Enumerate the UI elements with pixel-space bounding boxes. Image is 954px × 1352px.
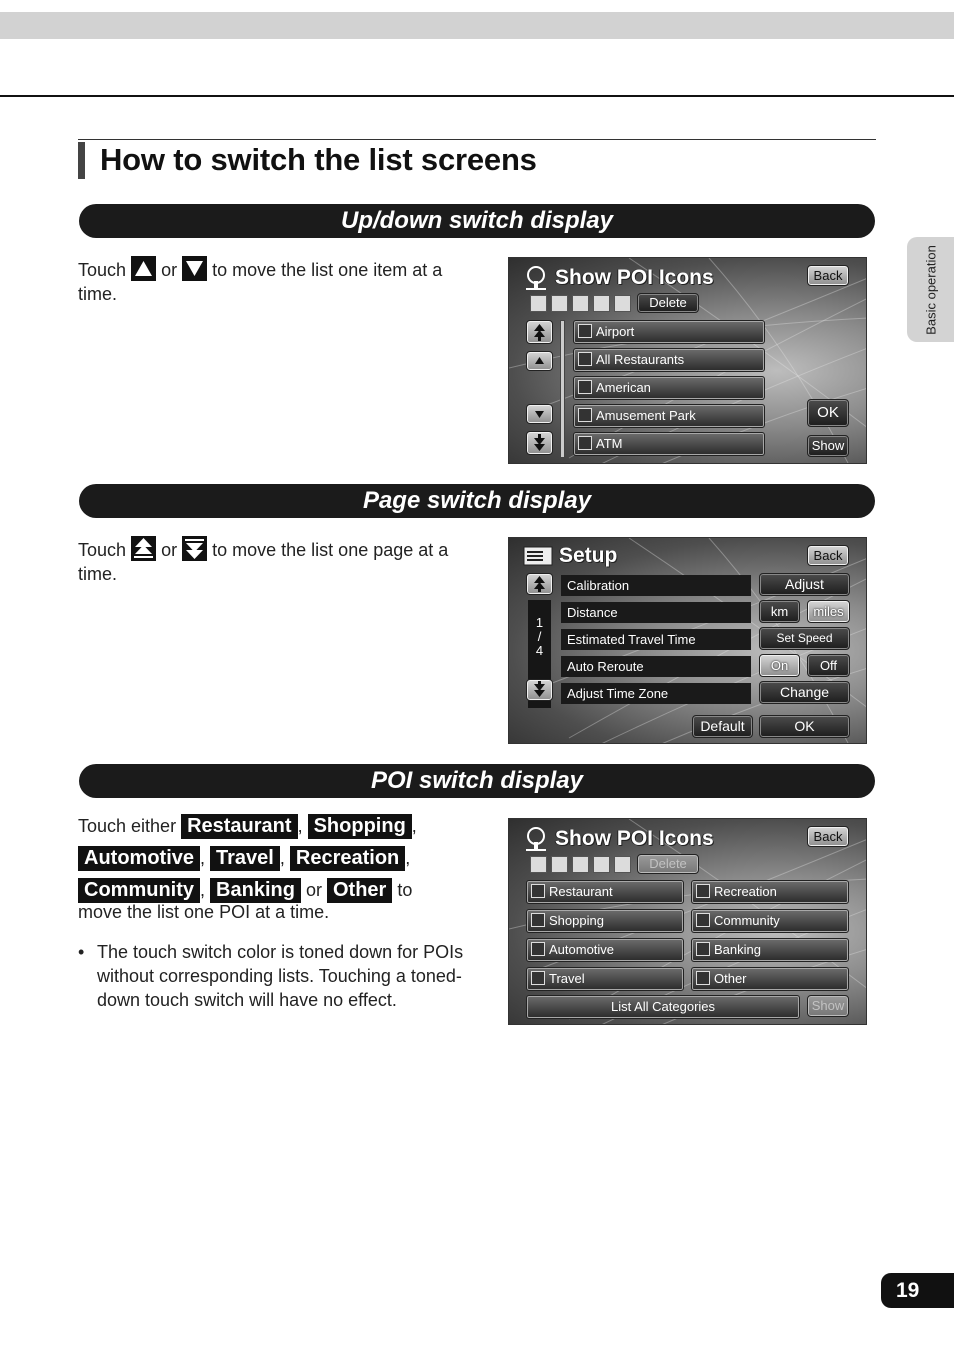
arrow-up-icon: [527, 352, 552, 370]
list-item-label: All Restaurants: [596, 352, 685, 367]
page-instructions: [78, 536, 478, 586]
setting-time-zone-label: Adjust Time Zone: [561, 683, 751, 704]
list-item-amusement-park[interactable]: [573, 404, 765, 428]
page-number: 19: [881, 1273, 954, 1308]
miles-button[interactable]: miles: [807, 600, 850, 623]
set-speed-button[interactable]: Set Speed: [759, 627, 850, 650]
atm-icon: [578, 436, 592, 450]
restaurant-icon: [531, 884, 545, 898]
poi-text-pre: Touch either: [78, 816, 177, 836]
category-label: Community: [714, 913, 780, 928]
page-up-icon: [527, 574, 552, 594]
page-down-icon: [182, 536, 207, 561]
page-down-button[interactable]: [526, 431, 553, 455]
category-community[interactable]: [691, 909, 849, 933]
page-down-button[interactable]: [526, 679, 553, 701]
comma: ,: [297, 816, 303, 836]
show-button[interactable]: Show: [807, 995, 849, 1017]
category-label: Recreation: [714, 884, 777, 899]
comma: ,: [200, 880, 206, 900]
delete-button[interactable]: Delete: [637, 854, 699, 874]
amusement-park-icon: [578, 408, 592, 422]
input-square: [572, 295, 589, 312]
setting-calibration-label: Calibration: [561, 575, 751, 596]
page-indicator-slash: /: [537, 629, 542, 644]
note-text: The touch switch color is toned down for POIs without corresponding lists. Touching a toned-down touch switch will have no effect.: [97, 942, 464, 1010]
category-shopping[interactable]: [526, 909, 684, 933]
input-square: [572, 856, 589, 873]
category-automotive[interactable]: [526, 938, 684, 962]
adjust-button[interactable]: Adjust: [759, 573, 850, 596]
screen1-title-text: Show POI Icons: [555, 266, 714, 289]
updown-text-post: to move the list one item at a time.: [78, 260, 443, 304]
change-button[interactable]: Change: [759, 681, 850, 704]
scrollbar[interactable]: [560, 320, 565, 458]
page-text-post: to move the list one page at a time.: [78, 540, 449, 584]
community-icon: [696, 913, 710, 927]
off-button[interactable]: Off: [807, 654, 850, 677]
screen3-title-text: Show POI Icons: [555, 827, 714, 850]
poi-text-or: or: [305, 880, 322, 900]
updown-text-pre: Touch: [78, 260, 127, 280]
input-square: [551, 295, 568, 312]
input-square: [614, 856, 631, 873]
list-item-label: ATM: [596, 436, 623, 451]
page-text-or: or: [161, 540, 178, 560]
ok-button[interactable]: OK: [807, 399, 849, 427]
on-button[interactable]: On: [759, 654, 800, 677]
category-travel[interactable]: [526, 967, 684, 991]
restaurant-chip: Restaurant: [181, 814, 297, 839]
side-tab: [907, 237, 954, 342]
page-title-text: How to switch the list screens: [100, 142, 537, 177]
page-down-icon: [527, 680, 552, 700]
ok-button[interactable]: OK: [759, 715, 850, 738]
screen-show-poi-icons-list: [508, 257, 867, 464]
scroll-up-button[interactable]: [526, 351, 553, 371]
updown-text-or: or: [161, 260, 178, 280]
page-up-icon: [527, 321, 552, 343]
airport-icon: [578, 324, 592, 338]
category-restaurant[interactable]: [526, 880, 684, 904]
title-bar-marker: [78, 142, 85, 179]
bank-icon: [696, 942, 710, 956]
screen-show-poi-icons-categories: [508, 818, 867, 1025]
triangle-up-icon: [131, 256, 156, 281]
updown-instructions: [78, 256, 478, 306]
screen-setup: [508, 537, 867, 744]
category-other[interactable]: [691, 967, 849, 991]
list-item-airport[interactable]: [573, 320, 765, 344]
list-item-atm[interactable]: [573, 432, 765, 456]
page-down-icon: [527, 432, 552, 454]
poi-line-1: [78, 810, 478, 842]
comma: ,: [411, 816, 417, 836]
restaurant-icon: [578, 352, 592, 366]
community-chip: Community: [78, 878, 200, 903]
list-item-all-restaurants[interactable]: [573, 348, 765, 372]
page-indicator-total: 4: [535, 643, 544, 658]
input-square: [530, 295, 547, 312]
list-all-categories-button[interactable]: List All Categories: [526, 995, 800, 1019]
page-up-button[interactable]: [526, 573, 553, 595]
back-button[interactable]: Back: [807, 545, 849, 566]
shopping-icon: [531, 913, 545, 927]
poi-line-2: [78, 842, 478, 874]
delete-button[interactable]: Delete: [637, 293, 699, 313]
back-button[interactable]: Back: [807, 265, 849, 286]
input-square: [593, 856, 610, 873]
category-label: Restaurant: [549, 884, 613, 899]
category-label: Automotive: [549, 942, 615, 957]
show-button[interactable]: Show: [807, 435, 849, 457]
input-square: [614, 295, 631, 312]
poi-icon: [523, 826, 549, 852]
page-title: [78, 139, 876, 179]
other-chip: Other: [327, 878, 392, 903]
category-banking[interactable]: [691, 938, 849, 962]
recreation-chip: Recreation: [290, 846, 405, 871]
travel-icon: [531, 971, 545, 985]
comma: ,: [405, 848, 411, 868]
banking-chip: Banking: [210, 878, 301, 903]
travel-chip: Travel: [210, 846, 280, 871]
american-icon: [578, 380, 592, 394]
car-icon: [531, 942, 545, 956]
poi-text-post: move the list one POI at a time.: [78, 902, 330, 922]
header-band: [0, 12, 954, 39]
page-up-button[interactable]: [526, 320, 553, 344]
default-button[interactable]: Default: [692, 715, 753, 738]
category-label: Banking: [714, 942, 761, 957]
note-bullet: [78, 940, 478, 1012]
screen2-title: [523, 541, 617, 571]
list-item-american[interactable]: [573, 376, 765, 400]
back-button[interactable]: Back: [807, 826, 849, 847]
section-heading-poi: POI switch display: [79, 764, 875, 798]
side-tab-label: Basic operation: [923, 244, 938, 335]
screen3-title: [523, 824, 714, 854]
category-label: Other: [714, 971, 747, 986]
poi-text-to: to: [397, 880, 413, 900]
input-square: [551, 856, 568, 873]
input-square: [530, 856, 547, 873]
screen2-title-text: Setup: [559, 544, 618, 567]
list-item-label: Airport: [596, 324, 635, 339]
list-item-label: American: [596, 380, 651, 395]
poi-instructions: [78, 810, 478, 924]
setting-distance-label: Distance: [561, 602, 751, 623]
shopping-chip: Shopping: [308, 814, 412, 839]
category-recreation[interactable]: [691, 880, 849, 904]
recreation-icon: [696, 884, 710, 898]
poi-icon: [523, 265, 549, 291]
automotive-chip: Automotive: [78, 846, 200, 871]
page-up-icon: [131, 536, 156, 561]
arrow-down-icon: [527, 405, 552, 423]
header-rule: [0, 95, 954, 97]
input-square: [593, 295, 610, 312]
setting-travel-time-label: Estimated Travel Time: [561, 629, 751, 650]
section-heading-page: Page switch display: [79, 484, 875, 518]
other-icon: [696, 971, 710, 985]
scroll-down-button[interactable]: [526, 404, 553, 424]
list-item-label: Amusement Park: [596, 408, 696, 423]
section-heading-updown: Up/down switch display: [79, 204, 875, 238]
screen1-title: [523, 263, 714, 293]
category-label: Shopping: [549, 913, 604, 928]
page-text-pre: Touch: [78, 540, 127, 560]
setup-icon: [523, 544, 553, 568]
setting-auto-reroute-label: Auto Reroute: [561, 656, 751, 677]
comma: ,: [279, 848, 285, 868]
triangle-down-icon: [182, 256, 207, 281]
km-button[interactable]: km: [759, 600, 800, 623]
category-label: Travel: [549, 971, 585, 986]
comma: ,: [200, 848, 206, 868]
bullet-dot: •: [78, 942, 85, 962]
page-indicator-current: 1: [535, 615, 544, 630]
